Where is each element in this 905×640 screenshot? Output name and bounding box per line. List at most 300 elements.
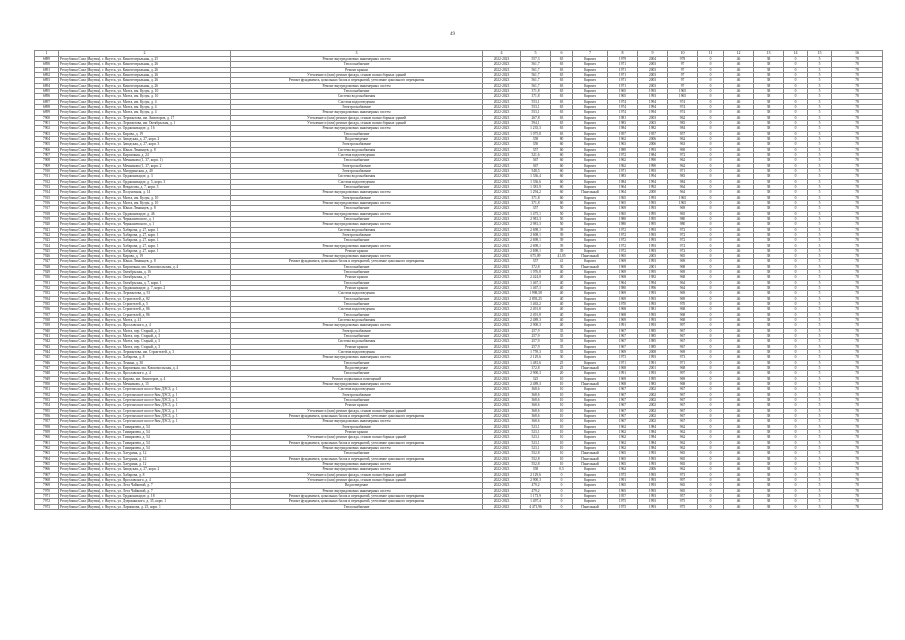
table-cell: 974 [668, 104, 698, 109]
table-cell: 5 [808, 334, 832, 339]
table-cell: 0 [784, 126, 808, 131]
table-cell: 7902 [35, 126, 59, 131]
table-cell: 7908 [35, 158, 59, 163]
table-cell: 2002 [638, 398, 668, 403]
table-cell: 5 [808, 350, 832, 355]
table-cell: 7935 [35, 302, 59, 307]
table-cell: Республика Саха (Якутия), г. Якутск, ул. Тимирязева, д. 54 [59, 429, 231, 434]
table-cell: Система водоотведения [231, 291, 483, 296]
table-cell: 65 [551, 110, 573, 115]
table-cell: 0 [698, 323, 724, 328]
table-cell: 60 [551, 179, 573, 184]
table-cell: 1984 [638, 424, 668, 429]
table-cell: 968 [668, 275, 698, 280]
table-cell: 38 [754, 323, 784, 328]
table-cell: 1957 [608, 493, 638, 498]
table-cell: 0 [784, 413, 808, 418]
table-cell: 78 [832, 72, 883, 77]
table-cell: 1 075,8 [521, 131, 551, 136]
table-cell: Кирпич [573, 131, 608, 136]
table-cell: 46 [724, 174, 754, 179]
table-cell: 0 [698, 413, 724, 418]
table-cell: 553,1 [521, 104, 551, 109]
table-cell: 46 [724, 88, 754, 93]
table-cell: Теплоснабжение [231, 216, 483, 221]
table-cell: 0 [698, 296, 724, 301]
table-cell: 38 [754, 142, 784, 147]
table-cell: 552,8 [521, 456, 551, 461]
table-cell: 38 [754, 126, 784, 131]
table-cell: 2022-2023 [483, 360, 521, 365]
table-cell: Ремонт внутридомовых инженерных систем [231, 419, 483, 424]
table-cell: 0 [784, 200, 808, 205]
table-cell: 10 [551, 451, 573, 456]
table-cell: 7916 [35, 200, 59, 205]
table-cell: 0 [698, 147, 724, 152]
table-cell: Кирпич [573, 206, 608, 211]
table-cell: 1975 [608, 504, 638, 509]
table-cell: Республика Саха (Якутия), г. Якутск, ул. Ярославского, д. 4 [59, 371, 231, 376]
table-cell: 2006 [638, 467, 668, 472]
table-cell: 0 [698, 344, 724, 349]
table-cell: 6889 [35, 57, 59, 62]
table-cell: 1983 [608, 120, 638, 125]
table-cell: Электроснабжение [231, 232, 483, 237]
table-cell: Республика Саха (Якутия), г. Якутск, ул. Ярославского, д. 4 [59, 323, 231, 328]
table-cell: 0 [551, 477, 573, 482]
table-cell: 46 [724, 392, 754, 397]
table-cell: 5 [808, 168, 832, 173]
table-cell: 7905 [35, 142, 59, 147]
table-cell: Республика Саха (Якутия), г. Якутск, ул. Матта, им. Кулун, д. 4 [59, 99, 231, 104]
table-cell: 78 [832, 158, 883, 163]
table-cell: Ремонт внутридомовых инженерных систем [231, 211, 483, 216]
table-cell: Кирпич [573, 371, 608, 376]
table-cell: 1 481,6 [521, 360, 551, 365]
table-cell: 0 [551, 472, 573, 477]
table-cell: 60 [551, 147, 573, 152]
table-cell: 2022-2023 [483, 280, 521, 285]
table-cell: 2022-2023 [483, 296, 521, 301]
table-cell: 1994 [638, 99, 668, 104]
table-cell: 46 [724, 296, 754, 301]
table-cell: 5 [808, 488, 832, 493]
table-cell: 0 [698, 83, 724, 88]
table-cell: 7967 [35, 472, 59, 477]
table-cell: 7932 [35, 286, 59, 291]
table-cell: 978 [668, 57, 698, 62]
table-cell: 0 [784, 83, 808, 88]
table-cell: 257,9 [521, 328, 551, 333]
table-cell: 46 [724, 211, 754, 216]
table-cell: 2022-2023 [483, 291, 521, 296]
table-cell: 5 [808, 387, 832, 392]
table-cell: 2004 [638, 57, 668, 62]
table-cell: 0 [784, 142, 808, 147]
table-cell: 0 [784, 238, 808, 243]
table-cell: 7948 [35, 371, 59, 376]
table-cell: 0 [698, 467, 724, 472]
table-cell: 0,5 [551, 467, 573, 472]
table-cell: 78 [832, 328, 883, 333]
table-cell: 2022-2023 [483, 307, 521, 312]
table-cell: 0 [784, 403, 808, 408]
table-cell: 0 [698, 493, 724, 498]
table-cell: 1974 [608, 110, 638, 115]
table-cell: 2001 [638, 366, 668, 371]
table-cell: 0 [698, 483, 724, 488]
table-cell: 972 [668, 243, 698, 248]
table-cell: Теплоснабжение [231, 334, 483, 339]
table-cell: 2022-2023 [483, 62, 521, 67]
table-cell: 967 [668, 344, 698, 349]
table-cell: 0 [784, 280, 808, 285]
table-cell: 2022-2023 [483, 488, 521, 493]
table-cell: 1 076,8 [521, 270, 551, 275]
table-cell: 78 [832, 435, 883, 440]
table-cell: 5 [808, 179, 832, 184]
table-cell: 523,1 [521, 429, 551, 434]
table-cell: 967 [668, 398, 698, 403]
table-cell: 46 [724, 142, 754, 147]
table-cell: Теплоснабжение [231, 206, 483, 211]
table-cell: 2022-2023 [483, 126, 521, 131]
table-cell: 1993 [638, 147, 668, 152]
table-cell: Кирпич [573, 408, 608, 413]
table-cell: 2022-2023 [483, 115, 521, 120]
table-cell: 5 [808, 456, 832, 461]
table-cell: 372,8 [521, 264, 551, 269]
table-cell: Республика Саха (Якутия), г. Якутск, ул. Лермонтова, им. Строителей, д. 3 [59, 350, 231, 355]
table-cell: 7964 [35, 456, 59, 461]
table-cell: 1967 [608, 339, 638, 344]
table-cell: 5 [808, 62, 832, 67]
table-cell: 38 [754, 57, 784, 62]
table-cell: 2022-2023 [483, 366, 521, 371]
table-cell: 10 [551, 440, 573, 445]
table-cell: Кирпич [573, 445, 608, 450]
table-cell: 962 [668, 424, 698, 429]
table-cell: 78 [832, 174, 883, 179]
table-cell: Республика Саха (Якутия), г. Якутск, ул. Чернышевского, д. 1 [59, 222, 231, 227]
table-cell: 1967 [608, 419, 638, 424]
table-cell: Утепление и (или) ремонт фасада, стыков полносборных зданий [231, 435, 483, 440]
table-cell: 38 [754, 280, 784, 285]
table-cell: 0 [698, 216, 724, 221]
table-cell: Кирпич [573, 398, 608, 403]
table-cell: Республика Саха (Якутия), г. Якутск, ул. Мечникова (1, 37, корп. 1) [59, 158, 231, 163]
header-cell: 10 [668, 51, 698, 57]
table-cell: Система водоснабжения [231, 318, 483, 323]
table-cell: Кирпич [573, 184, 608, 189]
table-cell: 5 [808, 339, 832, 344]
table-cell: 78 [832, 99, 883, 104]
table-cell: 2022-2023 [483, 94, 521, 99]
table-cell: 41,05 [551, 254, 573, 259]
table-cell: 1972 [608, 238, 638, 243]
table-cell: 46 [724, 259, 754, 264]
table-cell: 1971 [608, 83, 638, 88]
table-cell: 0 [784, 334, 808, 339]
table-cell: 46 [724, 355, 754, 360]
table-cell: Республика Саха (Якутия), г. Якутск, ул. Орджоникидзе, д. 5, корп. 3 [59, 179, 231, 184]
table-cell: Кирпич [573, 195, 608, 200]
table-cell: 2002 [638, 387, 668, 392]
table-cell: 38 [754, 504, 784, 509]
table-cell: 38 [754, 72, 784, 77]
table-cell: 965 [668, 483, 698, 488]
table-cell: 0 [784, 174, 808, 179]
table-cell: 5 [808, 275, 832, 280]
table-cell: Кирпич [573, 115, 608, 120]
table-cell: 2022-2023 [483, 499, 521, 504]
table-cell: 0 [698, 488, 724, 493]
table-cell: 968 [668, 382, 698, 387]
table-cell: 1993 [638, 355, 668, 360]
table-cell: 5 [808, 467, 832, 472]
table-cell: 78 [832, 307, 883, 312]
table-cell: Республика Саха (Якутия), г. Якутск, ул. Матта, пер. Старый, д. 3 [59, 328, 231, 333]
table-cell: 65 [551, 62, 573, 67]
table-cell: Ремонт внутридомовых инженерных систем [231, 254, 483, 259]
table-cell: 1994 [638, 174, 668, 179]
table-cell: 0 [698, 184, 724, 189]
table-cell: 7963 [35, 451, 59, 456]
table-cell: 2002 [638, 413, 668, 418]
table-cell: 7921 [35, 227, 59, 232]
table-cell: 7910 [35, 168, 59, 173]
table-cell: 38 [754, 67, 784, 72]
table-cell: 0 [784, 387, 808, 392]
table-cell: 1 173,9 [521, 493, 551, 498]
table-cell: 46 [724, 238, 754, 243]
table-cell: 2022-2023 [483, 211, 521, 216]
table-cell: 521,6 [521, 152, 551, 157]
table-cell: Утепление и (или) ремонт фасада, стыков полносборных зданий [231, 120, 483, 125]
table-cell: Водоотведение [231, 136, 483, 141]
table-cell: 7926 [35, 254, 59, 259]
table-cell: 5 [808, 435, 832, 440]
table-cell: 0 [784, 158, 808, 163]
table-cell: 964 [668, 280, 698, 285]
table-cell: 46 [724, 328, 754, 333]
table-cell: 78 [832, 280, 883, 285]
table-cell: 0 [698, 440, 724, 445]
table-cell: Система водоотведения [231, 99, 483, 104]
table-cell: 2022-2023 [483, 152, 521, 157]
table-cell: 0 [784, 339, 808, 344]
table-cell: 1993 [638, 499, 668, 504]
table-cell: 38 [754, 344, 784, 349]
table-cell: 5 [808, 403, 832, 408]
table-cell: 30 [551, 355, 573, 360]
table-cell: 2022-2023 [483, 184, 521, 189]
table-cell: 974 [668, 110, 698, 115]
table-cell: Теплоснабжение [231, 398, 483, 403]
table-cell: 2022-2023 [483, 78, 521, 83]
table-cell: 1993 [638, 302, 668, 307]
table-cell: 78 [832, 360, 883, 365]
table-cell: 0 [784, 318, 808, 323]
table-cell: 970 [668, 302, 698, 307]
table-cell: 1991 [608, 323, 638, 328]
table-cell: 78 [832, 126, 883, 131]
table-cell: 5 [808, 238, 832, 243]
table-cell: 2022-2023 [483, 413, 521, 418]
table-cell: Ремонт внутридомовых инженерных систем [231, 243, 483, 248]
table-cell: Теплоснабжение [231, 62, 483, 67]
table-cell: 38 [754, 147, 784, 152]
table-cell: 358 [521, 136, 551, 141]
table-cell: 2022-2023 [483, 72, 521, 77]
table-cell: 7931 [35, 280, 59, 285]
table-cell: Ремонт крыши [231, 67, 483, 72]
table-cell: 1972 [608, 232, 638, 237]
table-cell: 1967 [608, 328, 638, 333]
table-cell: 0 [698, 179, 724, 184]
table-cell: 1957 [638, 131, 668, 136]
table-cell: 10 [551, 461, 573, 466]
table-cell: 0 [698, 429, 724, 434]
table-cell: 7952 [35, 392, 59, 397]
table-cell: 2022-2023 [483, 83, 521, 88]
table-cell: 7958 [35, 424, 59, 429]
table-cell: 0 [698, 200, 724, 205]
table-cell: 1980 [608, 216, 638, 221]
table-cell: 10 [551, 398, 573, 403]
table-cell: 5 [808, 307, 832, 312]
table-cell: 1 998,58 [521, 291, 551, 296]
table-cell: Кирпич [573, 376, 608, 381]
table-cell: 0 [784, 429, 808, 434]
table-cell: 5 [808, 451, 832, 456]
table-cell: 0 [784, 371, 808, 376]
table-cell: Республика Саха (Якутия), г. Якутск, ул. Октябрьская, д. 7, корп. 1 [59, 280, 231, 285]
table-cell: 65 [551, 78, 573, 83]
table-cell: 78 [832, 200, 883, 205]
table-cell: 10 [551, 445, 573, 450]
table-cell: 5 [808, 99, 832, 104]
table-cell: 5 [808, 57, 832, 62]
table-cell: 38 [754, 211, 784, 216]
table-cell: 78 [832, 419, 883, 424]
table-cell: 38 [754, 488, 784, 493]
table-cell: 7962 [35, 445, 59, 450]
table-cell: 0 [784, 195, 808, 200]
table-cell: 2022-2023 [483, 318, 521, 323]
table-cell: Электроснабжение [231, 142, 483, 147]
table-cell: Ремонт внутридомовых инженерных систем [231, 323, 483, 328]
table-cell: Панельный [573, 382, 608, 387]
table-cell: Республика Саха (Якутия), г. Якутск, ул. Хабарова, д. 27, корп. 1 [59, 232, 231, 237]
table-cell: 30 [551, 264, 573, 269]
table-cell: 561,7 [521, 72, 551, 77]
table-cell: 6894 [35, 83, 59, 88]
table-cell: 1962 [608, 445, 638, 450]
table-cell: 78 [832, 387, 883, 392]
table-cell: 5 [808, 158, 832, 163]
table-cell: 2022-2023 [483, 136, 521, 141]
table-cell: 962 [668, 435, 698, 440]
table-cell: 997 [668, 323, 698, 328]
table-cell: 964 [668, 286, 698, 291]
table-cell: 38 [754, 350, 784, 355]
table-cell: 38 [754, 216, 784, 221]
table-cell: 2022-2023 [483, 57, 521, 62]
table-cell: 1993 [638, 248, 668, 253]
table-cell: Ремонт фундамента, цокольных балок и перекрытий, утепление цокольного перекрытия [231, 493, 483, 498]
table-cell: 40 [551, 312, 573, 317]
table-cell: 5 [808, 312, 832, 317]
table-cell: 0 [698, 115, 724, 120]
table-cell: Кирпич [573, 120, 608, 125]
table-cell: 7944 [35, 350, 59, 355]
table-cell: 38 [754, 477, 784, 482]
table-cell: 1983 [608, 174, 638, 179]
table-cell: Ремонт крыши [231, 248, 483, 253]
table-cell: 1 467,3 [521, 280, 551, 285]
table-cell: 1996 [638, 286, 668, 291]
table-cell: 969 [668, 350, 698, 355]
table-cell: 7925 [35, 248, 59, 253]
table-cell: 2022-2023 [483, 461, 521, 466]
table-cell: 7912 [35, 179, 59, 184]
table-cell: 2002 [638, 419, 668, 424]
table-cell: 2022-2023 [483, 206, 521, 211]
table-cell: 46 [724, 350, 754, 355]
table-cell: Республика Саха (Якутия), г. Якутск, ул. Ярославского, д. 4 [59, 477, 231, 482]
table-cell: 7907 [35, 152, 59, 157]
table-cell: 38 [754, 472, 784, 477]
table-cell: Республика Саха (Якутия), г. Якутск, ул. Строителей, д. 5 [59, 302, 231, 307]
table-cell: Кирпич [573, 94, 608, 99]
table-cell: 0 [784, 115, 808, 120]
table-cell: 1962 [608, 163, 638, 168]
table-cell: Кирпич [573, 168, 608, 173]
table-cell: 46 [724, 307, 754, 312]
table-cell: 46 [724, 232, 754, 237]
table-cell: 2003 [638, 62, 668, 67]
table-cell: 0 [784, 499, 808, 504]
table-cell: 46 [724, 264, 754, 269]
table-cell: 6892 [35, 72, 59, 77]
table-cell: 97 [668, 62, 698, 67]
table-cell: Республика Саха (Якутия), г. Якутск, ул. Орджоникидзе, д. 46 [59, 211, 231, 216]
table-cell: 97 [668, 78, 698, 83]
table-cell: 0 [698, 238, 724, 243]
table-cell: 46 [724, 366, 754, 371]
table-cell: Ремонт внутридомовых инженерных систем [231, 110, 483, 115]
table-cell: 561,7 [521, 67, 551, 72]
table-cell: Электроснабжение [231, 424, 483, 429]
table-cell: 1971 [608, 360, 638, 365]
table-cell: 1993 [638, 483, 668, 488]
table-cell: 78 [832, 382, 883, 387]
table-cell: Электроснабжение [231, 104, 483, 109]
table-cell: 46 [724, 382, 754, 387]
table-cell: Кирпич [573, 136, 608, 141]
table-cell: 967 [668, 419, 698, 424]
capital-repair-table [34, 50, 872, 510]
table-cell: 0 [698, 254, 724, 259]
table-cell: 46 [724, 168, 754, 173]
table-cell: Ремонт внутридомовых инженерных систем [231, 57, 483, 62]
table-cell: Республика Саха (Якутия), г. Якутск, ул. Кирова, им. Авиаторов, д. 4 [59, 376, 231, 381]
table-cell: 1965 [608, 461, 638, 466]
table-cell: 553,1 [521, 99, 551, 104]
table-cell: Кирпич [573, 72, 608, 77]
table-cell: 1995 [638, 270, 668, 275]
